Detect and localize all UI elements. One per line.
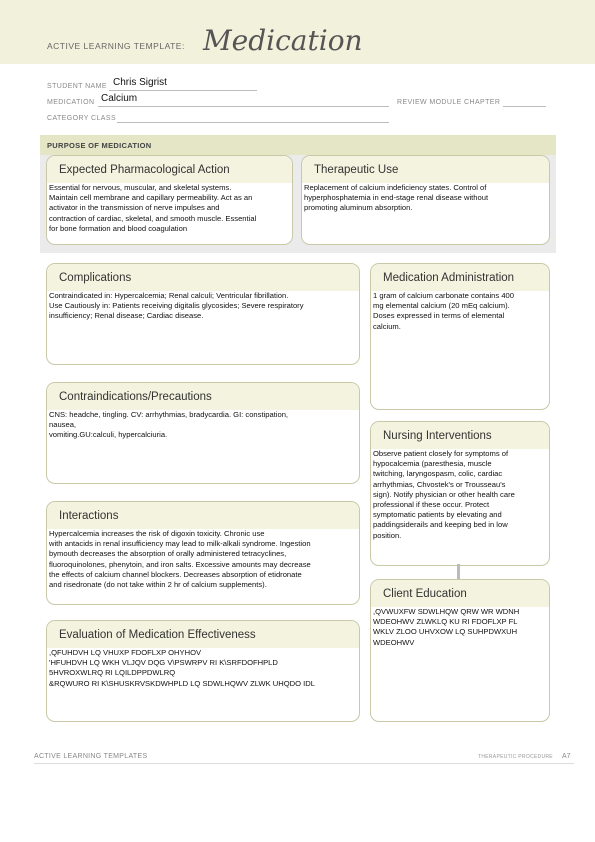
complications-box[interactable] [46,263,360,365]
student-name-label: STUDENT NAME [47,83,107,90]
complications-text: Contraindicated in: Hypercalcemia; Renal calculi; Ventricular fibrillation. Use Cautiously in: Patients receiving digitalis glycosides; Severe respiratory insufficiency; Renal disease; Cardiac disease. [49,291,304,321]
medication-line [98,106,389,107]
purpose-label: PURPOSE OF MEDICATION [47,141,152,150]
student-name-value[interactable]: Chris Sigrist [113,77,167,88]
connector-line [457,564,460,579]
interactions-text: Hypercalcemia increases the risk of digoxin toxicity. Chronic use with antacids in renal insufficiency may lead to milk-alkali syndrome. Ingestion bymouth decreases the absorption of orally administered tetracyclines, fluoroquinolones, phenytoin, and iron salts. Excessive amounts may decrease the effects of calcium channel blockers. Decreases absorption of etidronate and risedronate (do not take within 2 hr of calcium supplements). [49,529,311,590]
student-name-line [109,90,257,91]
template-label: ACTIVE LEARNING TEMPLATE: [47,41,185,51]
contraindications-box[interactable] [46,382,360,484]
footer-divider [34,763,574,764]
client-education-title: Client Education [383,588,467,600]
category-class-label: CATEGORY CLASS [47,115,117,122]
contraindications-title: Contraindications/Precautions [59,391,212,403]
expected-action-box[interactable] [46,155,293,245]
category-class-line [117,122,389,123]
therapeutic-use-text: Replacement of calcium indeficiency states. Control of hyperphosphatemia in end-stage renal disease without promoting aluminum absorption. [304,183,489,213]
therapeutic-use-box[interactable] [301,155,550,245]
medication-value[interactable]: Calcium [101,93,138,104]
review-module-label: REVIEW MODULE CHAPTER [397,99,501,106]
interactions-box[interactable] [46,501,360,605]
medication-administration-title: Medication Administration [383,272,515,284]
nursing-interventions-text: Observe patient closely for symptoms of hypocalcemia (paresthesia, muscle twitching, laryngospasm, colic, cardiac arrhythmias, Chvostek's or Trousseau's sign). Notify physician or other health care professional if these occur. Protect symptomatic patients by elevating and paddingsiderails and keeping bed in low position. [373,449,515,540]
evaluation-text: ,QFUHDVH LQ VHUXP FDOFLXP OHYHOV 'HFUHDVH LQ WKH VLJQV DQG V\PSWRPV RI K\SRFDOFHPLD 5HVROXWLRQ RI LQILDPPDWLRQ &RQWURO RI K\SHUSKRVSKDWHPLD LQ SDWLHQWV ZLWK UHQDO IDL [49,648,315,688]
medication-administration-box[interactable] [370,263,550,410]
evaluation-title: Evaluation of Medication Effectiveness [59,629,256,641]
contraindications-text: CNS: headche, tingling. CV: arrhythmias, bradycardia. GI: constipation, nausea, vomiting.GU:calculi, hypercalciuria. [49,410,289,440]
footer-right: THERAPEUTIC PROCEDURE [478,754,553,760]
interactions-title: Interactions [59,510,119,522]
template-title: Medication [203,24,363,57]
evaluation-box[interactable] [46,620,360,722]
expected-action-text: Essential for nervous, muscular, and skeletal systems. Maintain cell membrane and capillary permeability. Act as an activator in the transmission of nerve impulses and contraction of cardiac, skeletal, and smooth muscle. Essential for bone formation and blood coagulation [49,183,257,233]
medication-label: MEDICATION [47,99,95,106]
footer-left: ACTIVE LEARNING TEMPLATES [34,753,148,760]
medication-administration-text: 1 gram of calcium carbonate contains 400 mg elemental calcium (20 mEq calcium). Doses expressed in terms of elemental calcium. [373,291,514,331]
client-education-text: ,QVWUXFW SDWLHQW QRW WR WDNH WDEOHWV ZLWKLQ KU RI FDOFLXP FL WKLV ZLOO UHVXOW LQ SUHPDWXUH WDEOHWV [373,607,520,647]
complications-title: Complications [59,272,132,284]
therapeutic-use-title: Therapeutic Use [314,164,399,176]
nursing-interventions-box[interactable] [370,421,550,566]
review-module-line [503,106,546,107]
footer-page-number: A7 [562,753,571,760]
client-education-box[interactable] [370,579,550,722]
expected-action-title: Expected Pharmacological Action [59,164,230,176]
nursing-interventions-title: Nursing Interventions [383,430,492,442]
